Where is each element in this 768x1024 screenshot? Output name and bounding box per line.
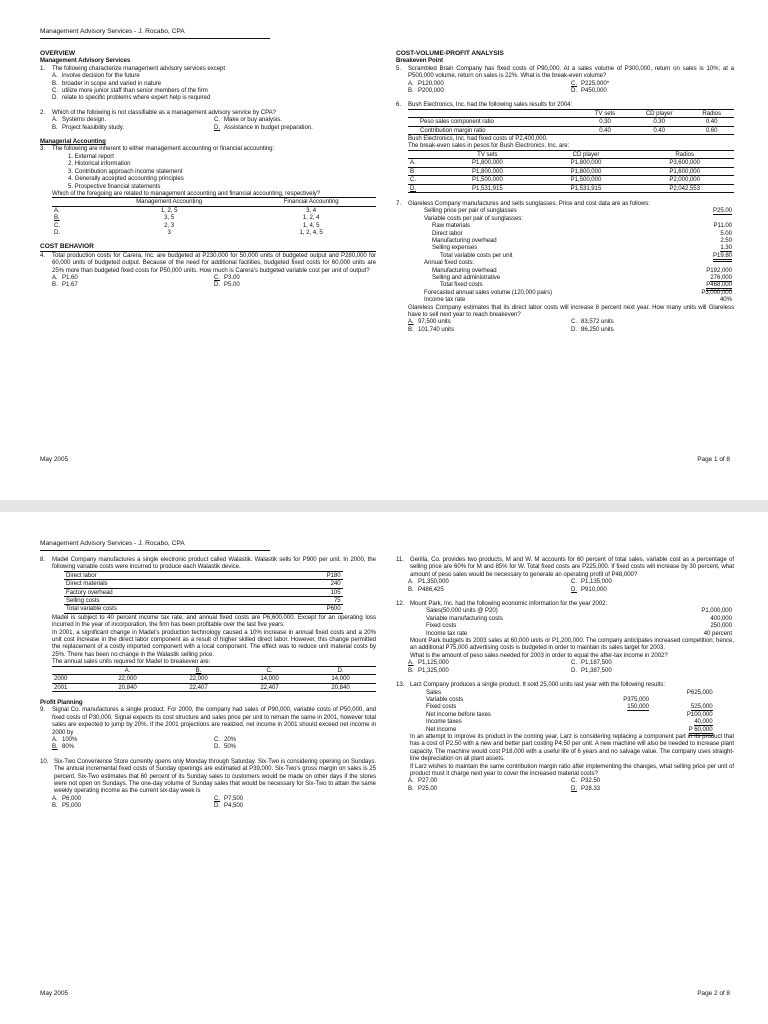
question-text: Glareless Company manufactures and sells sunglasses. Price and cost data are as follows: <box>408 199 650 207</box>
table-row: Income taxes 40,000 <box>426 718 713 726</box>
table-row: Fixed costs 250,000 <box>426 622 732 630</box>
question-2: 2. Which of the following is not classifiable as a management advisory service by CPA? <box>40 109 376 116</box>
table-row: Direct labor P180 <box>66 571 341 579</box>
question-text: Madel Company manufactures a single electronic product called Walastik. Walastik sells for P900 per unit. In 2000, the following variable costs were incurred to produce each Walastik device. <box>52 556 376 571</box>
section-overview: OVERVIEW <box>40 50 76 57</box>
table-row: B P1,800,000 P1,800,000 P1,600,000 <box>408 167 734 175</box>
page-header: Management Advisory Services - J. Rocabo, CPA <box>40 540 185 547</box>
option-c: C. utilize more junior staff than senior members of the firm <box>52 87 208 95</box>
page1-left-column <box>40 50 376 289</box>
table-row: Selling and administrative 276,000 <box>432 273 732 281</box>
table-row: Forecasted annual sales volume (120,000 pairs) P3,000,000 <box>424 288 732 296</box>
option-a: A. P1,125,000 <box>408 659 449 667</box>
option-d: D. P5.00 <box>214 281 240 289</box>
table-row: Income tax rate 40% <box>424 296 732 304</box>
table-row: Manufacturing overhead P192,000 <box>432 266 732 274</box>
question-12: 12. Mount Park, Inc. had the following economic information for the year 2002: Sales(50,000 units @ P20) P1,000,000 Variable manufacturing costs 400,000 Fixed costs 250,000 Income tax rate 40 percent Mount Park budgets its 2003 sales at 60,000 units or P1,200,000. The company anticipates increased competition; hence, an additional P75,000 advertising costs is budgeted in order to maintain its sales target for 2003. What is the amount of peso sales needed for 2003 in order to equal the after-tax income in 2002? <box>396 600 734 659</box>
question-6: 6. Bush Electronics, Inc. had the following sales results for 2004: TV sets CD player Radios Peso sales component ratio 0.30 0.30 0.40 Contribution margin ratio 0.40 0.40 0.60 Bush Electronics, Inc. had fixed costs of P2,400,000. The break-even sales in pesos for Bush Electronics, Inc. are: TV sets CD player Radios A. P1,800,000 P1,800,000 P3,600,000 B P1,800,000 P1,800,000 P1,600,000 C. P1,500,000 P1,500,000 P2,000,000 D. P1,531,915 P1,531,915 P2,042,553 <box>396 101 734 192</box>
option-c: C. P1,135,000 <box>571 578 612 586</box>
table-row: Direct materials 240 <box>66 580 341 588</box>
page2-left-column <box>40 556 376 810</box>
option-b: B. 101,740 units <box>408 325 454 333</box>
table-row: 2000 22,000 22,000 14,000 14,000 <box>52 675 376 683</box>
question-11: 11. Gerilla, Co. provides two products, M and W. M accounts for 60 percent of total sales, variable cost as a percentage of selling price are 60% for M and 85% for W. Total fixed costs are P225,000. If fixed costs will increase by 30 percent, what amount of peso sales would be necessary to generate an operating profit of P48,000? <box>396 556 734 578</box>
table-row: Net income before taxes P100,000 <box>426 710 713 718</box>
table-row: Total variable costs per unit P19.80 <box>408 252 734 259</box>
table-row: Sales(50,000 units @ P20) P1,000,000 <box>426 607 732 615</box>
option-d: D. relate to specific problems where expert help is required <box>52 94 211 102</box>
option-a: A. P120,000 <box>408 79 444 87</box>
option-a: A. 97,500 units <box>408 318 451 326</box>
table-row: Raw materials P11.00 <box>432 222 732 230</box>
table-row: Variable manufacturing costs 400,000 <box>426 614 732 622</box>
subsection-profit-planning: Profit Planning <box>40 698 83 706</box>
table-row: Manufacturing overhead 2.50 <box>432 236 732 244</box>
table-row: Sales P625,000 <box>426 688 713 696</box>
options-q7 <box>396 318 734 333</box>
table-row: Direct labor 5.00 <box>432 229 732 237</box>
table-row: B. 3, 5 1, 2, 4 <box>54 214 320 222</box>
footer-page-number: Page 1 of 8 <box>697 456 730 463</box>
header-rule <box>40 38 270 39</box>
option-a: A. P1,350,000 <box>408 578 449 586</box>
table-row: Contribution margin ratio 0.40 0.40 0.60 <box>408 126 734 134</box>
table-row: C. P1,500,000 P1,500,000 P2,000,000 <box>408 176 734 184</box>
footer-page-number: Page 2 of 8 <box>697 990 730 997</box>
table-row: Annual fixed costs: <box>424 259 475 267</box>
options-q13 <box>396 777 734 792</box>
option-c: C. P7,500 <box>214 794 244 802</box>
option-a: A. P1.60 <box>52 273 78 281</box>
question-ask: Glareless Company estimates that its direct labor costs will increase 8 percent next year. How many units will Glareless have to sell next year to reach breakeven? <box>408 303 734 318</box>
page-footer <box>40 456 730 463</box>
subsection-mas: Management Advisory Services <box>40 57 131 65</box>
options-q11 <box>396 578 734 593</box>
section-cvp: COST-VOLUME-PROFIT ANALYSIS <box>396 50 504 57</box>
question-5: 5. Scrambled Brain Company has fixed costs of P90,000. At a sales volume of P300,000, return on sales is 10%; at a P500,000 volume, return on sales is 22%. What is the break-even volume? <box>396 64 734 80</box>
question-ask: If Larz wishes to maintain the same contribution margin ratio after implementing the changes, what selling price per unit of product must it charge next year to cover the increased material costs? <box>410 762 734 777</box>
table-row: Net income P 60,000 <box>410 726 715 733</box>
option-b: B. P25.00 <box>408 784 438 792</box>
options-q10 <box>40 795 376 810</box>
option-d: D. 86,250 units <box>571 325 614 333</box>
question-7: 7. Glareless Company manufactures and sells sunglasses. Price and cost data are as follows: Selling price per pair of sunglasses P25.00 Variable costs per pair of sunglasses: Raw materials P11.00 Direct labor 5.00 Manufacturing overhead 2.50 Selling expenses 1.30 Total variable costs per unit P19.80 Annual fixed costs: Manufacturing overhead P192,000 Selling and administrative 276,000 Total fixed costs P468,000 Forecasted annual sales volume (120,000 pairs) P3,000,000 Income tax rate 40% Glareless Company estimates that its direct labor costs will increase 8 percent next year. How many units will Glareless have to sell next year to reach breakeven? <box>396 199 734 318</box>
table-row: Selling costs 75 <box>66 597 341 605</box>
question-13: 13. Larz Company produces a single product. It sold 25,000 units last year with the following results: Sales P625,000 Variable costs P375,000 Fixed costs 150,000 525,000 Net income before taxes P100,000 Income taxes 40,000 Net income P 60,000 In an attempt to improve its product in the coming year, Larz is considering replacing a component part in its product that has a cost of P2.50 with a new and better part costing P4.50 per unit. A new machine will also be needed to increase plant capacity. The machine would cost P18,000 with a useful life of 6 years and no salvage value. The company uses straight-line depreciation on all plant assets. If Larz wishes to maintain the same contribution margin ratio after implementing the changes, what selling price per unit of product must it charge next year to cover the increased material costs? <box>396 681 734 777</box>
question-text: Which of the following is not classifiable as a management advisory service by CPA? <box>52 108 277 116</box>
list-item: 1. External report <box>68 152 114 160</box>
option-d: D. P28.33 <box>571 784 601 792</box>
table-row: Variable costs P375,000 <box>426 695 649 703</box>
list-item: 2. Historical information <box>68 160 131 168</box>
option-b: B. Project feasibility study. <box>52 123 124 131</box>
table-row: C. 2, 3 1, 4, 5 <box>54 221 320 229</box>
option-b: B. 80% <box>52 743 75 751</box>
table-row: Factory overhead 105 <box>66 588 341 596</box>
list-item: 3. Contribution approach income statement <box>68 167 183 175</box>
header-rule <box>40 550 270 551</box>
option-a: A. P6,000 <box>52 794 82 802</box>
q8-answer-table: A. B. C. D. 2000 22,000 22,000 14,000 14,000 2001 20,840 22,407 22,407 20,840 <box>52 666 376 692</box>
section-cost-behavior: COST BEHAVIOR <box>40 243 376 251</box>
option-d: D. P1,387,500 <box>571 666 612 674</box>
options-q12 <box>396 659 734 674</box>
page-footer <box>40 990 730 997</box>
options-q2 <box>40 116 376 131</box>
question-9: 9. Signal Co. manufactures a single product. For 2000, the company had sales of P90,000, variable costs of P50,000, and fixed costs of P30,000. Signal expects its cost structure and sales price per unit to remain the same in 2001, however total sales are expected to jump by 20%. If the 2001 projections are realized, net income in 2001 should exceed net income in 2000 by <box>40 706 376 736</box>
page-2 <box>0 512 768 1024</box>
table-row: Total fixed costs P468,000 <box>408 281 734 288</box>
option-a: A. Systems design. <box>52 116 106 124</box>
table-row: Total variable costs P600 <box>66 605 341 613</box>
question-4: 4. Total production costs for Carera, Inc. are budgeted at P230,000 for 50,000 units of budgeted output and P280,000 for 60,000 units of budgeted output. Because of the need for additional facilities, budgeted fixed costs for 60,000 units are 25% more than budgeted fixed costs for P50,000 units. How much is Carera’s budgeted variable cost per unit of output? <box>40 251 376 274</box>
option-c: C. P3.00 <box>214 273 240 281</box>
question-8: 8. Madel Company manufactures a single electronic product called Walastik. Walastik sells for P900 per unit. In 2000, the following variable costs were incurred to produce each Walastik device. Direct labor P180 Direct materials 240 Factory overhead 105 Selling costs 75 Total variable costs P600 Madel is subject to 40 percent income tax rate, and annual fixed costs are P6,600,000. Except for an operating loss incurred in the year of incorporation, the firm has been profitable over the last five years. In 2001, a significant change in Madel’s production technology caused a 10% increase in annual fixed costs and a 20% unit cost increase in the direct labor component as a result of higher skilled direct labor. However, this change permitted the replacement of a costly imported component with a local component. The effect was to reduce unit material costs by 25%. There has been no change in the Walastik selling price. The annual sales units required for Madel to breakeven are: A. B. C. D. 2000 22,000 22,000 14,000 14,000 2001 20,840 22,407 22,407 20,840 <box>40 556 376 691</box>
question-ask: Which of the foregoing are related to management accounting and financial accounting, respectively? <box>52 189 321 197</box>
question-3: 3. The following are inherent to either management accounting or financial accounting: 1. External report 2. Historical information 3. Contribution approach income statement 4. Generally accepted accounting principles 5. Prospective financial statements Which of the foregoing are related to management accounting and financial accounting, respectively? Management Accounting Financial Accounting A. 1, 2, 5 3, 4 B. 3, 5 1, 2, 4 C. 2, 3 1, 4, 5 D. 3 1, 2, 4, 5 <box>40 145 376 236</box>
list-item: 4. Generally accepted accounting principles <box>68 175 184 183</box>
q6-answer-table: TV sets CD player Radios A. P1,800,000 P1,800,000 P3,600,000 B P1,800,000 P1,800,000 P1,600,000 C. P1,500,000 P1,500,000 P2,000,000 D. P1,531,915 P1,531,915 P2,042,553 <box>408 150 734 193</box>
option-c: C. 83,572 units <box>571 318 614 326</box>
question-text: The following characterize management advisory services except <box>52 64 226 72</box>
option-b: B. P1,325,000 <box>408 666 449 674</box>
table-row: Variable costs per pair of sunglasses: <box>424 214 523 222</box>
question-text: Mount Park, Inc. had the following economic information for the year 2002: <box>410 600 608 608</box>
list-item: 5. Prospective financial statements <box>68 182 161 190</box>
options-q9 <box>40 736 376 751</box>
question-10: 10. Six-Two Convenience Store currently opens only Monday through Saturday. Six-Two is considering opening on Sundays. The annual incremental fixed costs of Sunday openings are estimated at P39,000. Six-Two’s gross margin on sales is 25 percent. Six-Two estimates that 60 percent of its Sunday sales to customers would be made on other days if the stores were not open on Sundays. The one-day volume of Sunday sales that would be necessary for Six-Two to attain the same weekly operating income as the current six-day week is <box>40 757 376 795</box>
page2-right-column <box>396 556 734 792</box>
q13-income-table <box>410 689 715 733</box>
option-d: D. P450,000 <box>571 87 607 95</box>
question-text: Bush Electronics, Inc. had the following sales results for 2004: <box>408 101 573 109</box>
table-row: A. 1, 2, 5 3, 4 <box>54 206 317 214</box>
options-q4 <box>40 274 376 289</box>
option-c: C. P32.50 <box>571 777 601 785</box>
subsection-managerial-accounting: Managerial Accounting <box>40 138 106 146</box>
q7-cost-table <box>408 207 734 303</box>
table-row: D. P1,531,915 P1,531,915 P2,042,553 <box>408 184 734 192</box>
q12-info-table <box>410 607 734 637</box>
question-text: Scrambled Brain Company has fixed costs of P90,000. At a sales volume of P300,000, return on sales is 10%; at a P500,000 volume, return on sales is 22%. What is the break-even volume? <box>408 64 734 80</box>
table-row: A. P1,800,000 P1,800,000 P3,600,000 <box>408 159 734 167</box>
q8-cost-table <box>64 571 343 614</box>
option-b: B. broader in scope and varied in nature <box>52 79 162 87</box>
option-d: D. 50% <box>214 743 237 751</box>
footer-date: May 2005 <box>40 456 69 463</box>
question-text: Larz Company produces a single product. It sold 25,000 units last year with the following results: <box>410 681 665 689</box>
option-b: B. P5,000 <box>52 802 82 810</box>
question-number: 1. <box>40 64 45 72</box>
question-text: Signal Co. manufactures a single product. For 2000, the company had sales of P90,000, variable costs of P50,000, and fixed costs of P30,000. Signal expects its cost structure and sales price per unit to remain the same in 2001, however total sales are expected to jump by 20%. If the 2001 projections are realized, net income in 2001 should exceed net income in 2000 by <box>52 706 376 736</box>
option-b: B. P486,425 <box>408 585 444 593</box>
options-q5 <box>396 80 734 95</box>
question-text: Six-Two Convenience Store currently opens only Monday through Saturday. Six-Two is considering opening on Sundays. The annual incremental fixed costs of Sunday openings are estimated at P39,000. Six-Two’s gross margin on sales is 25 percent. Six-Two estimates that 60 percent of its Sunday sales to customers would be made on other days if the stores were not open on Sundays. The one-day volume of Sunday sales that would be necessary for Six-Two to attain the same weekly operating income as the current six-day week is <box>54 757 376 795</box>
question-text: Total production costs for Carera, Inc. are budgeted at P230,000 for 50,000 units of budgeted output and P280,000 for 60,000 units of budgeted output. Because of the need for additional facilities, budgeted fixed costs for 60,000 units are 25% more than budgeted fixed costs for P50,000 units. How much is Carera’s budgeted variable cost per unit of output? <box>52 251 376 274</box>
option-b: B. P1.67 <box>52 281 78 289</box>
option-a: A. involve decision for the future <box>52 72 140 80</box>
table-row: Peso sales component ratio 0.30 0.30 0.40 <box>408 118 734 126</box>
option-d: D. P4,500 <box>214 802 244 810</box>
q6-sales-table: TV sets CD player Radios Peso sales component ratio 0.30 0.30 0.40 Contribution margin ratio 0.40 0.40 0.60 <box>408 109 734 135</box>
table-row: Fixed costs 150,000 525,000 <box>426 703 713 711</box>
question-text: The following are inherent to either management accounting or financial accounting: <box>52 145 275 153</box>
footer-date: May 2005 <box>40 990 69 997</box>
option-b: B. P200,000 <box>408 87 444 95</box>
question-text: Gerilla, Co. provides two products, M and W. M accounts for 60 percent of total sales, variable cost as a percentage of selling price are 60% for M and 85% for W. Total fixed costs are P225,000. If fixed costs will increase by 30 percent, what amount of peso sales would be necessary to generate an operating profit of P48,000? <box>410 556 734 578</box>
question-ask: What is the amount of peso sales needed for 2003 in order to equal the after-tax income in 2002? <box>410 651 668 659</box>
option-c: C. P225,000* <box>571 79 610 87</box>
table-row: Selling expenses 1.30 <box>432 244 732 252</box>
option-c: C. 20% <box>214 735 237 743</box>
option-c: C. Make or buy analysis. <box>214 116 282 124</box>
table-row: 2001 20,840 22,407 22,407 20,840 <box>52 683 376 691</box>
table-row: D. 3 1, 2, 4, 5 <box>54 228 323 236</box>
subsection-breakeven: Breakeven Point <box>396 57 444 65</box>
table-row: Income tax rate 40 percent <box>426 629 732 637</box>
option-a: A. 100% <box>52 735 78 743</box>
q3-answer-table: Management Accounting Financial Accounting A. 1, 2, 5 3, 4 B. 3, 5 1, 2, 4 C. 2, 3 1, 4, 5 D. 3 1, 2, 4, 5 <box>52 197 376 236</box>
page-header: Management Advisory Services - J. Rocabo, CPA <box>40 28 185 35</box>
table-row: Selling price per pair of sunglasses P25.00 <box>424 207 732 215</box>
option-d: D. Assistance in budget preparation. <box>214 123 313 131</box>
option-d: D. P910,000 <box>571 585 607 593</box>
page1-right-column <box>396 50 734 333</box>
option-c: C. P1,187,500 <box>571 659 612 667</box>
option-a: A. P27.00 <box>408 777 438 785</box>
question-1 <box>40 65 376 102</box>
